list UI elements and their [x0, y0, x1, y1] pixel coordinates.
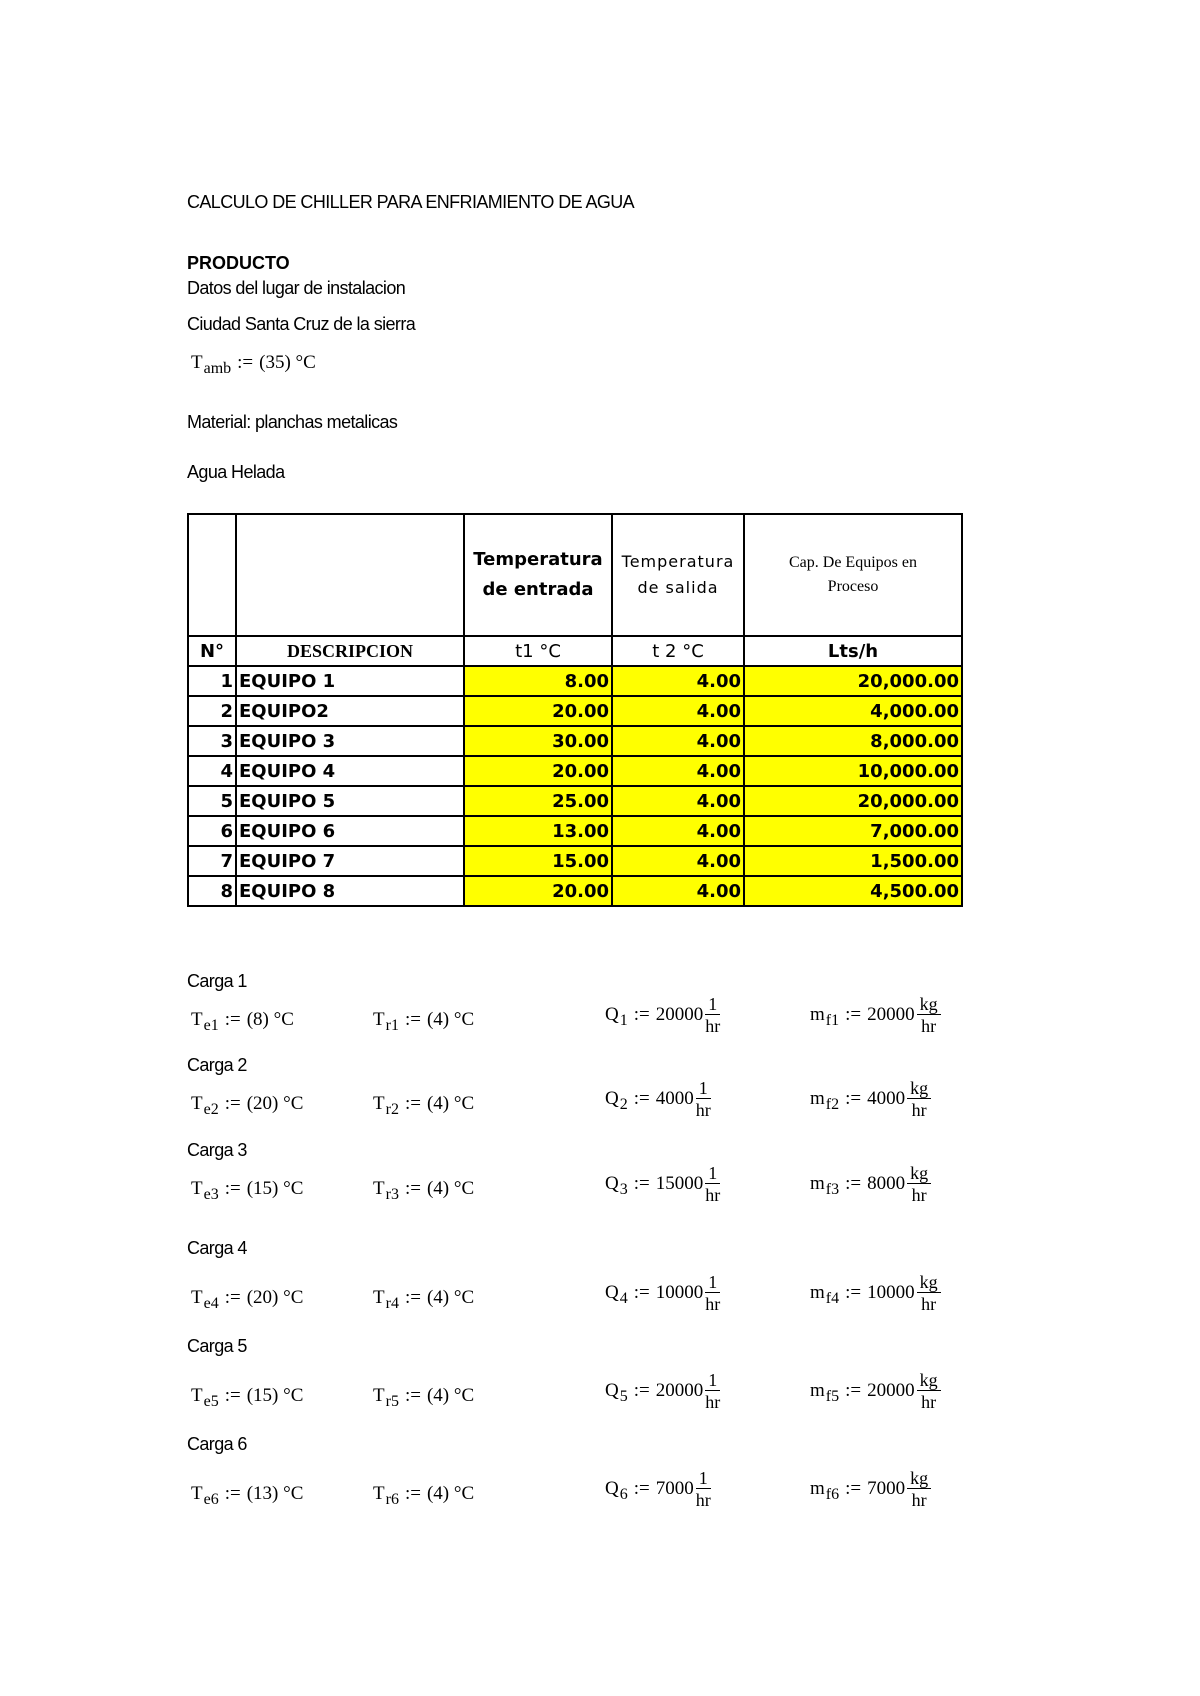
- row-t2: 4.00: [612, 666, 744, 696]
- te-value: (20) °C: [246, 1287, 304, 1308]
- m-subscript: f4: [825, 1290, 840, 1307]
- q-symbol: Q: [605, 1004, 619, 1025]
- mass-flow-equation: [810, 1469, 931, 1509]
- q-symbol: Q: [605, 1478, 619, 1499]
- row-number: 1: [188, 666, 236, 696]
- m-value: 20000: [867, 1004, 915, 1025]
- header-blank-desc: [236, 514, 464, 636]
- tr-equation: [373, 1287, 475, 1312]
- table-row: [188, 666, 962, 696]
- te-value: (15) °C: [246, 1178, 304, 1199]
- te-equation: [191, 1093, 304, 1118]
- m-value: 7000: [867, 1478, 906, 1499]
- q-subscript: 5: [619, 1388, 628, 1405]
- te-symbol: T: [191, 1093, 203, 1114]
- t-amb-subscript: amb: [203, 360, 232, 377]
- q-unit-numerator: 1: [705, 1371, 720, 1391]
- mass-flow-equation: [810, 1164, 931, 1204]
- row-number: 6: [188, 816, 236, 846]
- tr-subscript: r1: [385, 1017, 399, 1034]
- assign-operator: :=: [224, 1483, 241, 1504]
- te-value: (20) °C: [246, 1093, 304, 1114]
- assign-operator: :=: [237, 352, 254, 373]
- tr-subscript: r3: [385, 1186, 399, 1203]
- q-unit-fraction: [696, 1079, 711, 1119]
- row-t2: 4.00: [612, 756, 744, 786]
- tr-symbol: T: [373, 1287, 385, 1308]
- te-symbol: T: [191, 1287, 203, 1308]
- m-unit-denominator: hr: [921, 1016, 937, 1036]
- assign-operator: :=: [224, 1009, 241, 1030]
- row-t2: 4.00: [612, 846, 744, 876]
- assign-operator: :=: [845, 1282, 862, 1303]
- table-row: [188, 726, 962, 756]
- table-row: [188, 756, 962, 786]
- m-unit-numerator: kg: [907, 1164, 931, 1184]
- assign-operator: :=: [224, 1287, 241, 1308]
- header-t1: t1 °C: [464, 636, 612, 666]
- m-unit-fraction: [917, 995, 941, 1035]
- assign-operator: :=: [404, 1093, 421, 1114]
- assign-operator: :=: [224, 1385, 241, 1406]
- row-number: 5: [188, 786, 236, 816]
- tr-symbol: T: [373, 1385, 385, 1406]
- row-t1: 20.00: [464, 876, 612, 906]
- assign-operator: :=: [845, 1088, 862, 1109]
- q-unit-fraction: [696, 1469, 711, 1509]
- header-blank-num: [188, 514, 236, 636]
- product-line: Agua Helada: [187, 462, 285, 482]
- row-number: 4: [188, 756, 236, 786]
- m-value: 8000: [867, 1173, 906, 1194]
- tr-equation: [373, 1093, 475, 1118]
- tr-value: (4) °C: [426, 1483, 475, 1504]
- table-row: [188, 696, 962, 726]
- m-unit-denominator: hr: [921, 1392, 937, 1412]
- row-number: 2: [188, 696, 236, 726]
- tr-symbol: T: [373, 1483, 385, 1504]
- row-t1: 15.00: [464, 846, 612, 876]
- m-subscript: f2: [825, 1096, 840, 1113]
- m-unit-fraction: [907, 1079, 931, 1119]
- m-subscript: f1: [825, 1012, 840, 1029]
- te-equation: [191, 1178, 304, 1203]
- assign-operator: :=: [845, 1173, 862, 1194]
- table-row: [188, 846, 962, 876]
- t-amb-value: (35) °C: [259, 352, 316, 373]
- q-value: 20000: [655, 1004, 704, 1025]
- q-value: 7000: [655, 1478, 694, 1499]
- row-t2: 4.00: [612, 816, 744, 846]
- assign-operator: :=: [633, 1282, 650, 1303]
- load-label: Carga 2: [187, 1055, 247, 1075]
- te-symbol: T: [191, 1009, 203, 1030]
- m-unit-denominator: hr: [911, 1185, 927, 1205]
- m-symbol: m: [810, 1088, 825, 1109]
- tr-subscript: r4: [385, 1295, 399, 1312]
- row-capacity: 20,000.00: [744, 786, 962, 816]
- assign-operator: :=: [404, 1178, 421, 1199]
- t-amb-symbol: T: [191, 352, 203, 373]
- row-description: EQUIPO 5: [236, 786, 464, 816]
- row-number: 8: [188, 876, 236, 906]
- row-description: EQUIPO 6: [236, 816, 464, 846]
- q-unit-numerator: 1: [705, 1273, 720, 1293]
- te-symbol: T: [191, 1483, 203, 1504]
- m-subscript: f6: [825, 1486, 840, 1503]
- city-line: Ciudad Santa Cruz de la sierra: [187, 314, 416, 334]
- m-unit-numerator: kg: [917, 995, 941, 1015]
- table-row: [188, 816, 962, 846]
- q-unit-numerator: 1: [696, 1079, 711, 1099]
- header-num: N°: [188, 636, 236, 666]
- row-t1: 25.00: [464, 786, 612, 816]
- m-unit-denominator: hr: [921, 1294, 937, 1314]
- row-capacity: 1,500.00: [744, 846, 962, 876]
- header-capacity-line1: Cap. De Equipos en: [789, 554, 917, 571]
- header-temp-in-line2: de entrada: [482, 579, 594, 600]
- assign-operator: :=: [224, 1093, 241, 1114]
- mass-flow-equation: [810, 1079, 931, 1119]
- te-subscript: e3: [203, 1186, 219, 1203]
- tr-subscript: r6: [385, 1491, 399, 1508]
- row-capacity: 20,000.00: [744, 666, 962, 696]
- row-description: EQUIPO 4: [236, 756, 464, 786]
- m-subscript: f3: [825, 1181, 840, 1198]
- te-subscript: e2: [203, 1101, 219, 1118]
- q-value: 15000: [655, 1173, 704, 1194]
- te-subscript: e1: [203, 1017, 219, 1034]
- header-t2: t 2 °C: [612, 636, 744, 666]
- q-subscript: 6: [619, 1486, 628, 1503]
- row-t1: 8.00: [464, 666, 612, 696]
- m-symbol: m: [810, 1173, 825, 1194]
- row-t1: 13.00: [464, 816, 612, 846]
- tr-symbol: T: [373, 1178, 385, 1199]
- table-header-units: [188, 636, 962, 666]
- q-symbol: Q: [605, 1282, 619, 1303]
- te-equation: [191, 1287, 304, 1312]
- row-capacity: 4,500.00: [744, 876, 962, 906]
- m-unit-fraction: [907, 1164, 931, 1204]
- te-value: (13) °C: [246, 1483, 304, 1504]
- q-equation: [605, 995, 720, 1035]
- row-description: EQUIPO 7: [236, 846, 464, 876]
- assign-operator: :=: [404, 1483, 421, 1504]
- tr-symbol: T: [373, 1093, 385, 1114]
- row-t2: 4.00: [612, 786, 744, 816]
- assign-operator: :=: [224, 1178, 241, 1199]
- table-body: [188, 666, 962, 906]
- row-capacity: 7,000.00: [744, 816, 962, 846]
- te-equation: [191, 1385, 304, 1410]
- table-row: [188, 876, 962, 906]
- header-capacity: [744, 514, 962, 636]
- te-value: (15) °C: [246, 1385, 304, 1406]
- table-header-top: [188, 514, 962, 636]
- row-description: EQUIPO2: [236, 696, 464, 726]
- tr-equation: [373, 1178, 475, 1203]
- tr-equation: [373, 1483, 475, 1508]
- assign-operator: :=: [845, 1478, 862, 1499]
- m-unit-denominator: hr: [911, 1100, 927, 1120]
- t-amb-equation: [191, 352, 316, 377]
- row-t2: 4.00: [612, 876, 744, 906]
- q-unit-denominator: hr: [705, 1185, 721, 1205]
- load-label: Carga 5: [187, 1336, 247, 1356]
- te-subscript: e5: [203, 1393, 219, 1410]
- row-number: 3: [188, 726, 236, 756]
- tr-value: (4) °C: [426, 1009, 475, 1030]
- te-symbol: T: [191, 1178, 203, 1199]
- assign-operator: :=: [404, 1287, 421, 1308]
- page-title: CALCULO DE CHILLER PARA ENFRIAMIENTO DE AGUA: [187, 192, 635, 212]
- assign-operator: :=: [633, 1478, 650, 1499]
- q-unit-fraction: [705, 1371, 720, 1411]
- assign-operator: :=: [633, 1380, 650, 1401]
- header-description: DESCRIPCION: [236, 636, 464, 666]
- q-unit-denominator: hr: [705, 1016, 721, 1036]
- q-symbol: Q: [605, 1173, 619, 1194]
- te-subscript: e4: [203, 1295, 219, 1312]
- row-capacity: 8,000.00: [744, 726, 962, 756]
- tr-subscript: r5: [385, 1393, 399, 1410]
- m-value: 4000: [867, 1088, 906, 1109]
- row-description: EQUIPO 1: [236, 666, 464, 696]
- row-description: EQUIPO 8: [236, 876, 464, 906]
- q-unit-numerator: 1: [705, 1164, 720, 1184]
- header-temp-out: [612, 514, 744, 636]
- m-unit-fraction: [917, 1371, 941, 1411]
- load-label: Carga 4: [187, 1238, 247, 1258]
- q-subscript: 4: [619, 1290, 628, 1307]
- assign-operator: :=: [845, 1380, 862, 1401]
- te-symbol: T: [191, 1385, 203, 1406]
- install-data-label: Datos del lugar de instalacion: [187, 278, 406, 298]
- m-value: 10000: [867, 1282, 915, 1303]
- te-value: (8) °C: [246, 1009, 294, 1030]
- q-equation: [605, 1469, 711, 1509]
- mass-flow-equation: [810, 1371, 941, 1411]
- assign-operator: :=: [404, 1385, 421, 1406]
- table-row: [188, 786, 962, 816]
- row-capacity: 10,000.00: [744, 756, 962, 786]
- header-temp-out-line1: Temperatura: [621, 552, 735, 571]
- q-equation: [605, 1371, 720, 1411]
- row-t1: 20.00: [464, 756, 612, 786]
- assign-operator: :=: [845, 1004, 862, 1025]
- assign-operator: :=: [404, 1009, 421, 1030]
- header-temp-in: [464, 514, 612, 636]
- tr-value: (4) °C: [426, 1093, 475, 1114]
- m-unit-fraction: [917, 1273, 941, 1313]
- row-description: EQUIPO 3: [236, 726, 464, 756]
- q-equation: [605, 1273, 720, 1313]
- header-temp-in-line1: Temperatura: [473, 549, 603, 570]
- q-unit-denominator: hr: [705, 1294, 721, 1314]
- m-symbol: m: [810, 1380, 825, 1401]
- header-temp-out-line2: de salida: [637, 578, 719, 597]
- q-unit-fraction: [705, 1164, 720, 1204]
- q-unit-numerator: 1: [705, 995, 720, 1015]
- section-heading: PRODUCTO: [187, 253, 290, 273]
- m-unit-numerator: kg: [917, 1371, 941, 1391]
- row-number: 7: [188, 846, 236, 876]
- q-subscript: 1: [619, 1012, 628, 1029]
- q-value: 20000: [655, 1380, 704, 1401]
- m-unit-numerator: kg: [907, 1469, 931, 1489]
- q-subscript: 2: [619, 1096, 628, 1113]
- tr-symbol: T: [373, 1009, 385, 1030]
- q-value: 10000: [655, 1282, 704, 1303]
- q-unit-denominator: hr: [695, 1490, 711, 1510]
- q-unit-fraction: [705, 1273, 720, 1313]
- q-unit-numerator: 1: [696, 1469, 711, 1489]
- m-unit-fraction: [907, 1469, 931, 1509]
- q-symbol: Q: [605, 1088, 619, 1109]
- mass-flow-equation: [810, 995, 941, 1035]
- m-symbol: m: [810, 1478, 825, 1499]
- load-label: Carga 1: [187, 971, 247, 991]
- row-t2: 4.00: [612, 726, 744, 756]
- assign-operator: :=: [633, 1088, 650, 1109]
- row-t1: 20.00: [464, 696, 612, 726]
- tr-equation: [373, 1385, 475, 1410]
- m-value: 20000: [867, 1380, 915, 1401]
- tr-subscript: r2: [385, 1101, 399, 1118]
- row-t1: 30.00: [464, 726, 612, 756]
- q-equation: [605, 1079, 711, 1119]
- q-value: 4000: [655, 1088, 694, 1109]
- tr-value: (4) °C: [426, 1385, 475, 1406]
- te-equation: [191, 1483, 304, 1508]
- m-symbol: m: [810, 1282, 825, 1303]
- m-unit-denominator: hr: [911, 1490, 927, 1510]
- mass-flow-equation: [810, 1273, 941, 1313]
- equipment-table: [187, 513, 963, 907]
- q-unit-fraction: [705, 995, 720, 1035]
- assign-operator: :=: [633, 1004, 650, 1025]
- q-subscript: 3: [619, 1181, 628, 1198]
- material-line: Material: planchas metalicas: [187, 412, 398, 432]
- row-capacity: 4,000.00: [744, 696, 962, 726]
- header-lts: Lts/h: [744, 636, 962, 666]
- te-equation: [191, 1009, 294, 1034]
- q-unit-denominator: hr: [695, 1100, 711, 1120]
- row-t2: 4.00: [612, 696, 744, 726]
- tr-value: (4) °C: [426, 1287, 475, 1308]
- load-label: Carga 6: [187, 1434, 247, 1454]
- load-label: Carga 3: [187, 1140, 247, 1160]
- header-capacity-line2: Proceso: [827, 578, 879, 595]
- m-subscript: f5: [825, 1388, 840, 1405]
- tr-value: (4) °C: [426, 1178, 475, 1199]
- assign-operator: :=: [633, 1173, 650, 1194]
- te-subscript: e6: [203, 1491, 219, 1508]
- q-symbol: Q: [605, 1380, 619, 1401]
- tr-equation: [373, 1009, 475, 1034]
- m-symbol: m: [810, 1004, 825, 1025]
- m-unit-numerator: kg: [907, 1079, 931, 1099]
- m-unit-numerator: kg: [917, 1273, 941, 1293]
- q-equation: [605, 1164, 720, 1204]
- q-unit-denominator: hr: [705, 1392, 721, 1412]
